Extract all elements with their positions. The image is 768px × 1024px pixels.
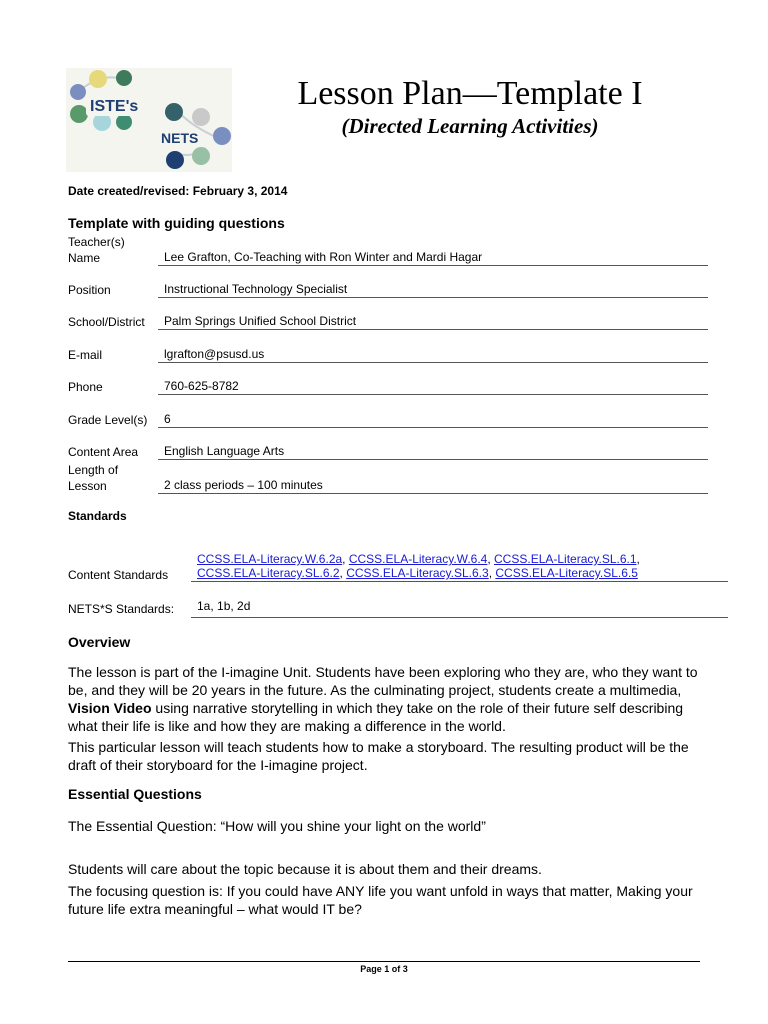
content-standards-links: CCSS.ELA-Literacy.W.6.2a, CCSS.ELA-Literacy.W.6.4, CCSS.ELA-Literacy.SL.6.1, CCSS.ELA-Literacy.SL.6.2, CCSS.ELA-Literacy.SL.6.3, CCSS.ELA-Literacy.SL.6.5 bbox=[191, 552, 728, 582]
standard-link-sl-6-5[interactable]: CCSS.ELA-Literacy.SL.6.5 bbox=[495, 566, 638, 580]
content-standards-label: Content Standards bbox=[68, 568, 169, 582]
field-value: Instructional Technology Specialist bbox=[158, 281, 708, 298]
standards-heading: Standards bbox=[68, 509, 127, 523]
vision-video-term: Vision Video bbox=[68, 700, 152, 716]
field-label: E-mail bbox=[68, 348, 103, 362]
field-value: English Language Arts bbox=[158, 443, 708, 460]
nets-standards-value: 1a, 1b, 2d bbox=[191, 598, 728, 618]
page-number: Page 1 of 3 bbox=[360, 964, 408, 974]
focusing-question: The focusing question is: If you could have ANY life you want unfold in ways that matter, Making your future life extra meaningful – what would IT be? bbox=[68, 883, 693, 917]
essential-questions-heading: Essential Questions bbox=[68, 786, 202, 802]
field-label: Grade Level(s) bbox=[68, 413, 148, 427]
field-value: lgrafton@psusd.us bbox=[158, 346, 708, 363]
standard-link-sl-6-1[interactable]: CCSS.ELA-Literacy.SL.6.1 bbox=[494, 552, 637, 566]
page-title: Lesson Plan—Template I bbox=[297, 75, 643, 112]
iste-nets-logo bbox=[66, 68, 232, 172]
standard-link-w-6-4[interactable]: CCSS.ELA-Literacy.W.6.4 bbox=[348, 552, 488, 566]
logo-top-text: ISTE's bbox=[90, 98, 139, 115]
overview-heading: Overview bbox=[68, 634, 131, 650]
field-label: Position bbox=[68, 283, 111, 297]
field-length-of-lesson bbox=[68, 462, 708, 494]
overview-paragraph-1: The lesson is part of the I-imagine Unit. Students have been exploring who they are, who they want to be, and they will be 20 years in the future. As the culminating project, students create a multimedia, Vision Video using narrative storytelling in which they take on the role of their future self describing what their life is like and how they are making a difference in the world. bbox=[68, 664, 698, 734]
field-content-area bbox=[68, 444, 708, 460]
template-heading: Template with guiding questions bbox=[68, 215, 285, 231]
field-position bbox=[68, 282, 708, 298]
field-value: 760-625-8782 bbox=[158, 378, 708, 395]
logo-bottom-text: NETS bbox=[161, 130, 199, 146]
date-created: Date created/revised: February 3, 2014 bbox=[68, 184, 288, 198]
nets-standards-label: NETS*S Standards: bbox=[68, 602, 175, 616]
field-label: Content Area bbox=[68, 445, 139, 459]
overview-paragraph-2: This particular lesson will teach students how to make a storyboard. The resulting product will be the draft of their storyboard for the I-imagine project. bbox=[68, 739, 689, 773]
field-value: Palm Springs Unified School District bbox=[158, 313, 708, 330]
field-teacher-name bbox=[68, 234, 708, 266]
essential-question: The Essential Question: “How will you shine your light on the world” bbox=[68, 818, 486, 834]
field-value: 6 bbox=[158, 411, 708, 428]
field-email bbox=[68, 347, 708, 363]
field-label: Length of Lesson bbox=[68, 463, 119, 493]
field-label: Teacher(s) Name bbox=[68, 235, 125, 265]
standard-link-w-6-2a[interactable]: CCSS.ELA-Literacy.W.6.2a bbox=[197, 552, 343, 566]
standard-link-sl-6-2[interactable]: CCSS.ELA-Literacy.SL.6.2 bbox=[197, 566, 340, 580]
field-label: School/District bbox=[68, 315, 145, 329]
field-school-district bbox=[68, 314, 708, 330]
field-label: Phone bbox=[68, 380, 103, 394]
footer-divider bbox=[68, 961, 700, 962]
page-subtitle: (Directed Learning Activities) bbox=[341, 114, 599, 138]
field-phone bbox=[68, 379, 708, 395]
students-care-text: Students will care about the topic because it is about them and their dreams. bbox=[68, 861, 542, 877]
field-grade-level bbox=[68, 412, 708, 428]
standard-link-sl-6-3[interactable]: CCSS.ELA-Literacy.SL.6.3 bbox=[346, 566, 489, 580]
field-value: Lee Grafton, Co-Teaching with Ron Winter and Mardi Hagar bbox=[158, 249, 708, 266]
field-value: 2 class periods – 100 minutes bbox=[158, 477, 708, 494]
